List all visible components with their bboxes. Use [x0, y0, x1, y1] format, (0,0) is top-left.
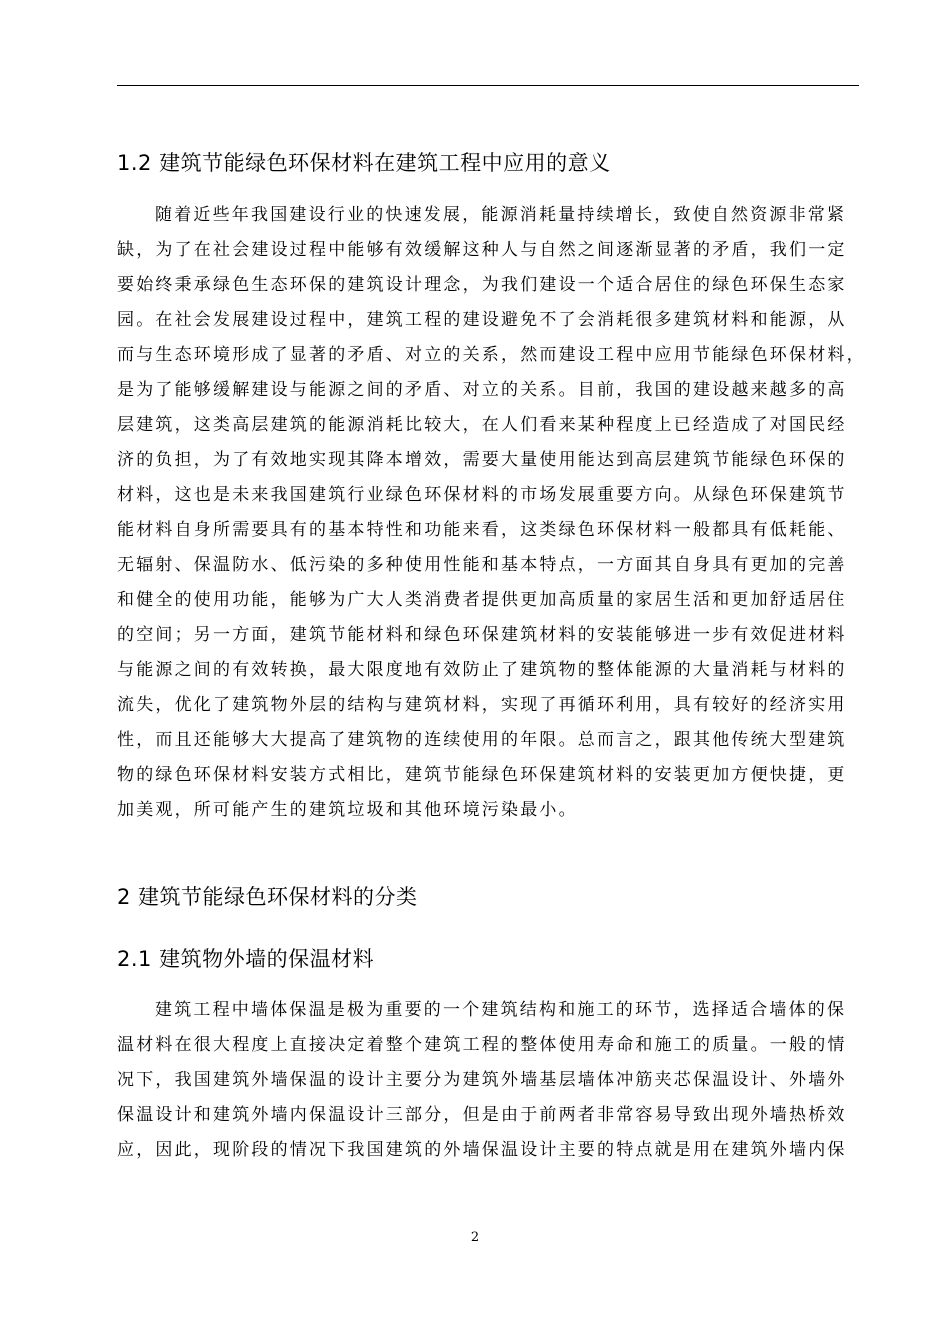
- paragraph-line: 能材料自身所需要具有的基本特性和功能来看，这类绿色环保材料一般都具有低耗能、: [117, 520, 847, 540]
- header-rule: [117, 85, 859, 86]
- section-heading-1-2: 1.2 建筑节能绿色环保材料在建筑工程中应用的意义: [117, 151, 611, 175]
- paragraph-line: 层建筑，这类高层建筑的能源消耗比较大，在人们看来某种程度上已经造成了对国民经: [117, 415, 847, 435]
- paragraph-line: 应，因此，现阶段的情况下我国建筑的外墙保温设计主要的特点就是用在建筑外墙内保: [117, 1140, 847, 1160]
- paragraph-line: 要始终秉承绿色生态环保的建筑设计理念，为我们建设一个适合居住的绿色环保生态家: [117, 275, 847, 295]
- paragraph-line: 济的负担，为了有效地实现其降本增效，需要大量使用能达到高层建筑节能绿色环保的: [117, 450, 847, 470]
- paragraph-line: 随着近些年我国建设行业的快速发展，能源消耗量持续增长，致使自然资源非常紧: [155, 205, 847, 225]
- paragraph-line: 是为了能够缓解建设与能源之间的矛盾、对立的关系。目前，我国的建设越来越多的高: [117, 380, 847, 400]
- paragraph-line: 建筑工程中墙体保温是极为重要的一个建筑结构和施工的环节，选择适合墙体的保: [155, 1000, 847, 1020]
- paragraph-line: 的空间；另一方面，建筑节能材料和绿色环保建筑材料的安装能够进一步有效促进材料: [117, 625, 847, 645]
- paragraph-line: 缺，为了在社会建设过程中能够有效缓解这种人与自然之间逐渐显著的矛盾，我们一定: [117, 240, 847, 260]
- paragraph-wall-insulation: [117, 993, 859, 1168]
- paragraph-line: 性，而且还能够大大提高了建筑物的连续使用的年限。总而言之，跟其他传统大型建筑: [117, 730, 847, 750]
- paragraph-line: 加美观，所可能产生的建筑垃圾和其他环境污染最小。: [117, 800, 578, 820]
- paragraph-line: 况下，我国建筑外墙保温的设计主要分为建筑外墙基层墙体冲筋夹芯保温设计、外墙外: [117, 1070, 847, 1090]
- paragraph-line: 材料，这也是未来我国建筑行业绿色环保材料的市场发展重要方向。从绿色环保建筑节: [117, 485, 847, 505]
- paragraph-significance: [117, 198, 866, 828]
- paragraph-line: 园。在社会发展建设过程中，建筑工程的建设避免不了会消耗很多建筑材料和能源，从: [117, 310, 847, 330]
- paragraph-line: 与能源之间的有效转换，最大限度地有效防止了建筑物的整体能源的大量消耗与材料的: [117, 660, 847, 680]
- paragraph-line: 保温设计和建筑外墙内保温设计三部分，但是由于前两者非常容易导致出现外墙热桥效: [117, 1105, 847, 1125]
- paragraph-line: 流失，优化了建筑物外层的结构与建筑材料，实现了再循环利用，具有较好的经济实用: [117, 695, 847, 715]
- paragraph-line: 温材料在很大程度上直接决定着整个建筑工程的整体使用寿命和施工的质量。一般的情: [117, 1035, 847, 1055]
- paragraph-line: 无辐射、保温防水、低污染的多种使用性能和基本特点，一方面其自身具有更加的完善: [117, 555, 847, 575]
- paragraph-line: 而与生态环境形成了显著的矛盾、对立的关系，然而建设工程中应用节能绿色环保材料，: [117, 345, 866, 365]
- page-number: 2: [470, 1230, 480, 1245]
- section-heading-2-1: 2.1 建筑物外墙的保温材料: [117, 947, 375, 971]
- paragraph-line: 物的绿色环保材料安装方式相比，建筑节能绿色环保建筑材料的安装更加方便快捷，更: [117, 765, 847, 785]
- paragraph-line: 和健全的使用功能，能够为广大人类消费者提供更加高质量的家居生活和更加舒适居住: [117, 590, 847, 610]
- section-heading-2: 2 建筑节能绿色环保材料的分类: [117, 885, 418, 909]
